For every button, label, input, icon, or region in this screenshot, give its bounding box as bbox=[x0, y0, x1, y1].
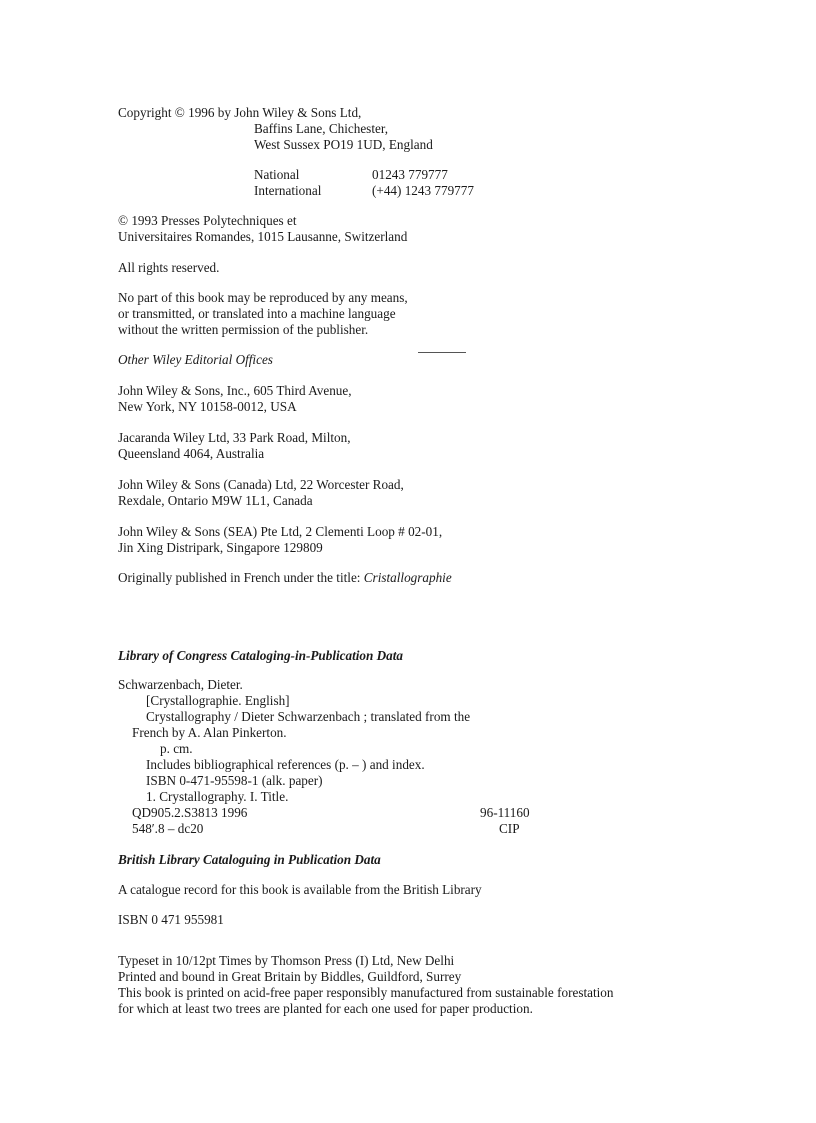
original-publication bbox=[118, 570, 452, 586]
copyright-line: Copyright © 1996 by John Wiley & Sons Ltd, bbox=[118, 105, 362, 120]
loc-pages: p. cm. bbox=[160, 741, 193, 756]
office-australia-line-2: Queensland 4064, Australia bbox=[118, 446, 265, 461]
reproduction-line-2: or transmitted, or translated into a machine language bbox=[118, 306, 396, 321]
colophon-line-3: This book is printed on acid-free paper responsibly manufactured from sustainable forestation bbox=[118, 985, 614, 1000]
colophon-line-1: Typeset in 10/12pt Times by Thomson Press (I) Ltd, New Delhi bbox=[118, 953, 455, 968]
loc-call-number: QD905.2.S3813 1996 bbox=[132, 805, 248, 820]
office-ny-line-2: New York, NY 10158-0012, USA bbox=[118, 399, 297, 414]
colophon-line-4: for which at least two trees are planted for each one used for paper production. bbox=[118, 1001, 533, 1016]
reproduction-line-3: without the written permission of the publisher. bbox=[118, 322, 369, 337]
loc-cip: CIP bbox=[499, 821, 520, 836]
loc-subject: 1. Crystallography. I. Title. bbox=[146, 789, 289, 804]
loc-author: Schwarzenbach, Dieter. bbox=[118, 677, 243, 692]
national-label: National bbox=[254, 167, 300, 182]
loc-heading: Library of Congress Cataloging-in-Publication Data bbox=[118, 648, 404, 663]
reproduction-line-1: No part of this book may be reproduced by any means, bbox=[118, 290, 408, 305]
french-copyright-line-1: © 1993 Presses Polytechniques et bbox=[118, 213, 297, 228]
office-singapore-line-2: Jin Xing Distripark, Singapore 129809 bbox=[118, 540, 323, 555]
bl-record: A catalogue record for this book is available from the British Library bbox=[118, 882, 482, 897]
original-prefix: Originally published in French under the title: bbox=[118, 570, 364, 585]
office-canada-line-2: Rexdale, Ontario M9W 1L1, Canada bbox=[118, 493, 313, 508]
loc-isbn: ISBN 0-471-95598-1 (alk. paper) bbox=[146, 773, 323, 788]
international-number: (+44) 1243 779777 bbox=[372, 183, 474, 198]
original-title: Cristallographie bbox=[363, 570, 452, 585]
office-australia-line-1: Jacaranda Wiley Ltd, 33 Park Road, Milton, bbox=[118, 430, 351, 445]
rights-statement: All rights reserved. bbox=[118, 260, 220, 275]
office-singapore-line-1: John Wiley & Sons (SEA) Pte Ltd, 2 Clementi Loop # 02-01, bbox=[118, 524, 443, 539]
international-label: International bbox=[254, 183, 322, 198]
bl-isbn: ISBN 0 471 955981 bbox=[118, 912, 224, 927]
national-number: 01243 779777 bbox=[372, 167, 448, 182]
loc-uniform-title: [Crystallographie. English] bbox=[146, 693, 290, 708]
loc-title-line-2: French by A. Alan Pinkerton. bbox=[132, 725, 287, 740]
address-line-2: West Sussex PO19 1UD, England bbox=[254, 137, 433, 152]
french-copyright-line-2: Universitaires Romandes, 1015 Lausanne, Switzerland bbox=[118, 229, 408, 244]
divider bbox=[418, 352, 466, 353]
loc-title-line: Crystallography / Dieter Schwarzenbach ; translated from the bbox=[146, 709, 471, 724]
office-ny-line-1: John Wiley & Sons, Inc., 605 Third Avenue, bbox=[118, 383, 352, 398]
colophon-line-2: Printed and bound in Great Britain by Biddles, Guildford, Surrey bbox=[118, 969, 462, 984]
loc-lccn: 96-11160 bbox=[480, 805, 530, 820]
office-canada-line-1: John Wiley & Sons (Canada) Ltd, 22 Worcester Road, bbox=[118, 477, 404, 492]
bl-heading: British Library Cataloguing in Publication Data bbox=[118, 852, 381, 867]
offices-heading: Other Wiley Editorial Offices bbox=[118, 352, 273, 367]
loc-bibliography: Includes bibliographical references (p. – ) and index. bbox=[146, 757, 425, 772]
loc-dewey: 548′.8 – dc20 bbox=[132, 821, 204, 836]
address-line-1: Baffins Lane, Chichester, bbox=[254, 121, 388, 136]
